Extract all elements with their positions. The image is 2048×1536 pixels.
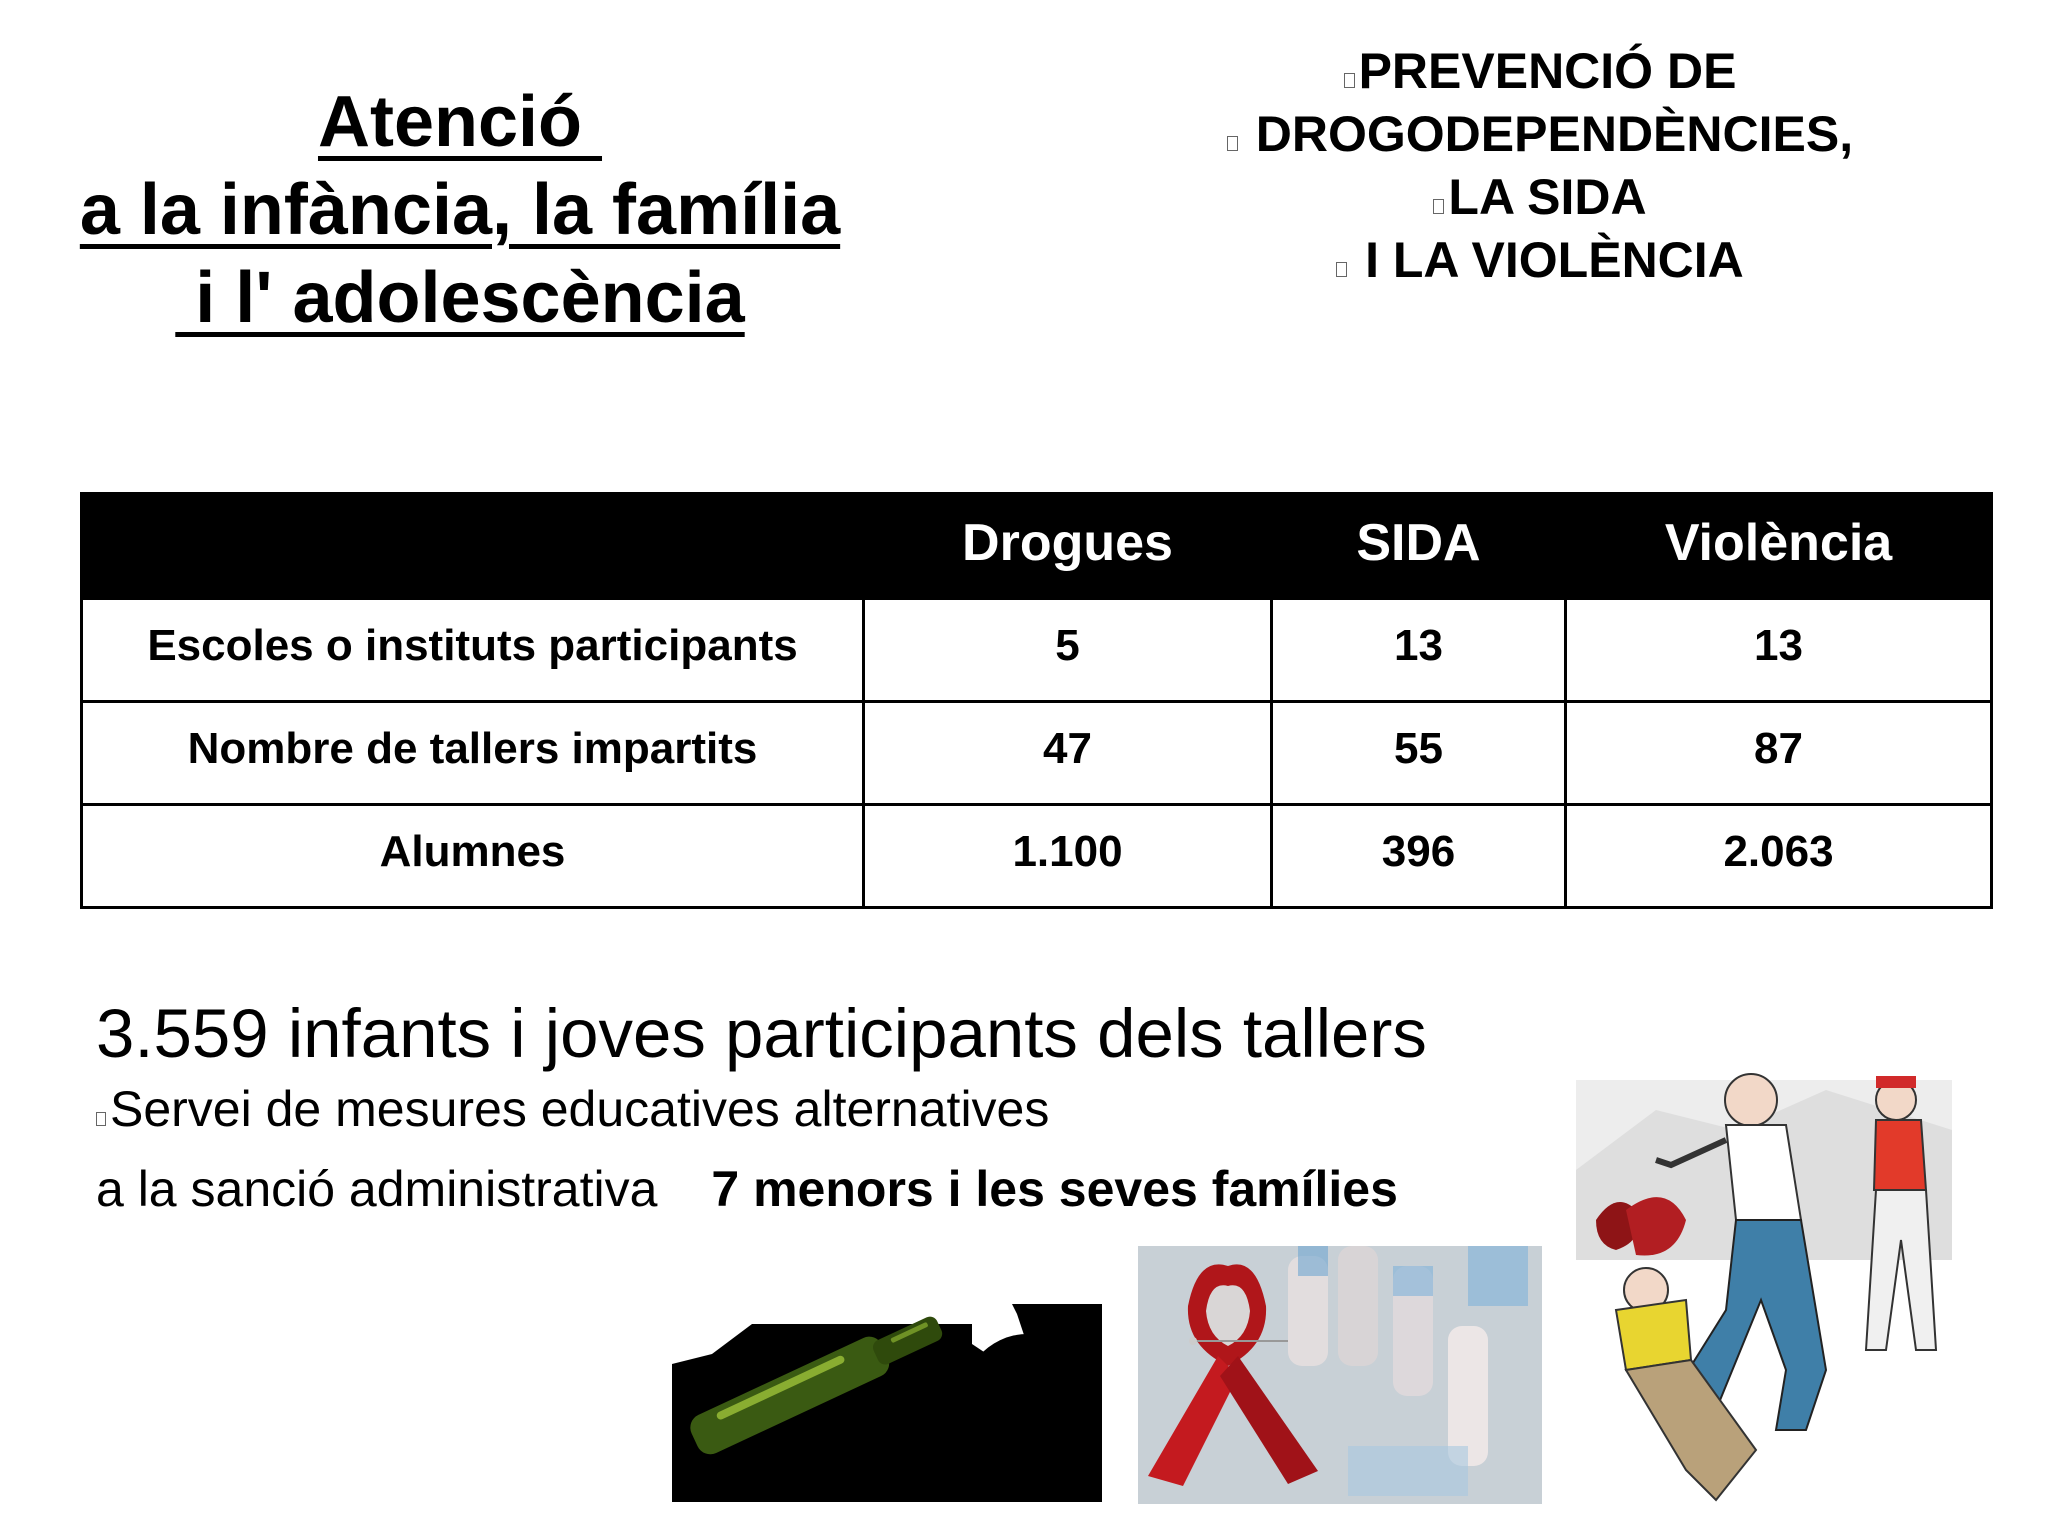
header-cell-drogues: Drogues	[864, 494, 1272, 599]
drinking-silhouette-image	[672, 1284, 1102, 1502]
table-row	[82, 805, 1992, 908]
table-cell: 13	[1272, 599, 1566, 702]
bullet-icon	[1336, 262, 1347, 277]
title-line-3: i l' adolescència	[175, 258, 745, 338]
bullet-icon	[1227, 136, 1238, 151]
header-cell-sida: SIDA	[1272, 494, 1566, 599]
header-cell-empty	[82, 494, 864, 599]
table-cell: 5	[864, 599, 1272, 702]
table-cell: 47	[864, 702, 1272, 805]
heading-line-3: LA SIDA	[1160, 166, 1920, 229]
violence-illustration-image	[1576, 1070, 1952, 1536]
table-row	[82, 702, 1992, 805]
table-cell: 2.063	[1566, 805, 1992, 908]
table-cell: 13	[1566, 599, 1992, 702]
table-header-row	[82, 494, 1992, 599]
row-label: Alumnes	[82, 805, 864, 908]
table-cell: 55	[1272, 702, 1566, 805]
table-row	[82, 599, 1992, 702]
table-cell: 1.100	[864, 805, 1272, 908]
minors-count-text: 7 menors i les seves famílies	[711, 1161, 1398, 1217]
participants-summary: 3.559 infants i joves participants dels tallers	[96, 995, 1427, 1072]
row-label: Escoles o instituts participants	[82, 599, 864, 702]
sanction-line	[96, 1160, 1398, 1218]
table-cell: 396	[1272, 805, 1566, 908]
red-ribbon-image	[1138, 1246, 1542, 1504]
heading-line-4: I LA VIOLÈNCIA	[1160, 229, 1920, 292]
prevention-stats-table	[80, 492, 1993, 909]
header-cell-violencia: Violència	[1566, 494, 1992, 599]
heading-line-2: DROGODEPENDÈNCIES,	[1160, 103, 1920, 166]
title-line-2: a la infància, la família	[79, 170, 841, 250]
sanction-text: a la sanció administrativa	[96, 1161, 658, 1217]
service-line: Servei de mesures educatives alternatives	[96, 1080, 1049, 1138]
bullet-icon	[1433, 199, 1444, 214]
main-title	[60, 78, 860, 342]
row-label: Nombre de tallers impartits	[82, 702, 864, 805]
title-line-1: Atenció	[317, 82, 603, 162]
heading-line-1: PREVENCIÓ DE	[1160, 40, 1920, 103]
prevention-heading	[1160, 40, 1920, 292]
table-cell: 87	[1566, 702, 1992, 805]
bullet-icon	[1344, 73, 1355, 88]
bullet-icon	[96, 1112, 106, 1126]
